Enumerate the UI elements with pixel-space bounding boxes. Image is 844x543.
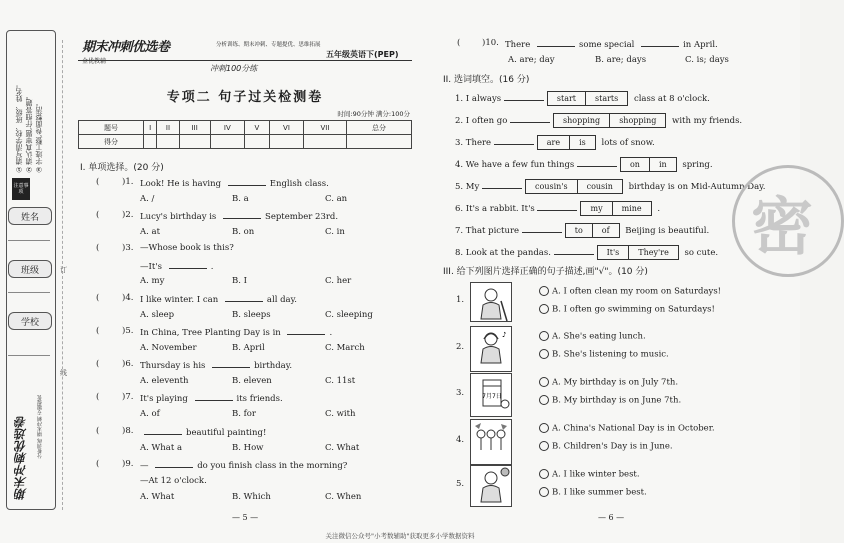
answer-paren-open[interactable]: (	[96, 177, 100, 187]
answer-option[interactable]: B. I	[232, 276, 248, 286]
question-number: )8.	[122, 426, 134, 436]
question-number: )5.	[122, 326, 134, 336]
section-3-heading: III. 给下列图片选择正确的句子描述,画"√"。(10 分)	[443, 267, 648, 277]
score-cell[interactable]	[303, 135, 346, 149]
question-stem-line2	[140, 476, 207, 486]
question-text: birthday.	[254, 361, 293, 371]
question-stem-line2	[140, 260, 213, 272]
answer-option[interactable]: C. an	[325, 193, 348, 204]
check-circle[interactable]	[539, 349, 549, 359]
svg-text:7月7日: 7月7日	[482, 393, 502, 400]
picture-number: 4.	[456, 435, 465, 445]
boy-cleaning-illustration	[470, 282, 512, 322]
word-choice[interactable]: It's	[606, 248, 620, 257]
binding-line	[62, 40, 63, 510]
word-choice-box	[547, 91, 628, 106]
question-text: Thursday is his	[140, 361, 209, 371]
answer-paren-open[interactable]: (	[96, 326, 100, 336]
word-choice[interactable]: starts	[585, 92, 627, 105]
question-number: )7.	[122, 392, 134, 402]
fill-rest: Beijing is beautiful.	[622, 226, 710, 236]
exam-note-line: ②请认真审题,仔细答题。	[25, 92, 33, 173]
picture-option[interactable]	[539, 304, 715, 315]
score-cell[interactable]	[143, 135, 156, 149]
fill-rest: lots of snow.	[598, 138, 655, 148]
picture-option[interactable]	[539, 377, 678, 388]
calendar-illustration	[470, 373, 512, 417]
score-cell[interactable]	[179, 135, 210, 149]
fill-item	[455, 223, 709, 238]
section-2-heading: II. 选词填空。(16 分)	[443, 75, 530, 85]
answer-paren-open[interactable]: (	[96, 392, 100, 402]
picture-number: 2.	[456, 342, 465, 352]
word-choice-box	[525, 179, 623, 194]
score-header-cell: 总分	[346, 121, 411, 135]
answer-paren-open[interactable]: (	[96, 459, 100, 469]
picture-option[interactable]	[539, 395, 681, 406]
word-choice-box	[580, 201, 651, 216]
vertical-logo-sub: 分析训练 期末冲刺 专题提优	[37, 395, 43, 459]
word-choice-box	[597, 245, 679, 260]
question-text: its friends.	[236, 394, 283, 404]
question-text: in April.	[683, 40, 718, 50]
strip-divider	[8, 240, 50, 241]
logo-publisher: 金优教辅	[82, 58, 107, 65]
fill-stem: 1. I always	[455, 94, 504, 104]
word-choice-box	[553, 113, 666, 128]
question-stem	[140, 326, 332, 338]
fill-rest: so cute.	[681, 248, 719, 258]
answer-blank[interactable]	[223, 210, 261, 219]
answer-blank[interactable]	[510, 114, 550, 123]
picture-number: 1.	[456, 295, 465, 305]
word-choice[interactable]: are	[546, 138, 561, 147]
fill-rest: spring.	[679, 160, 713, 170]
question-text: There	[505, 40, 533, 50]
answer-blank[interactable]	[554, 246, 594, 255]
answer-blank[interactable]	[212, 359, 250, 368]
question-stem	[140, 392, 283, 404]
check-circle[interactable]	[539, 331, 549, 341]
question-text: do you finish class in the morning?	[197, 461, 348, 471]
answer-blank[interactable]	[155, 459, 193, 468]
page-title: 专项二 句子过关检测卷	[166, 90, 324, 105]
word-choice-box	[565, 223, 620, 238]
answer-option[interactable]: A. of	[140, 408, 160, 419]
strip-divider	[8, 355, 50, 356]
section-1-heading: I. 单项选择。(20 分)	[80, 163, 164, 173]
question-text: —Whose book is this?	[140, 243, 234, 253]
answer-option[interactable]: B. are; days	[595, 55, 647, 65]
answer-blank[interactable]	[577, 158, 617, 167]
answer-option[interactable]: C. What	[325, 442, 360, 453]
exam-note-line: ①请写清学校、班级、姓名。	[15, 81, 23, 173]
score-cell[interactable]	[157, 135, 179, 149]
answer-paren-open[interactable]: (	[96, 359, 100, 369]
question-number: )10.	[482, 38, 499, 48]
picture-option-text: A. I often clean my room on Saturdays!	[552, 286, 722, 297]
score-row	[79, 135, 412, 149]
picture-option[interactable]	[539, 423, 715, 434]
answer-blank[interactable]	[537, 202, 577, 211]
question-number: )9.	[122, 459, 134, 469]
question-number: )4.	[122, 293, 134, 303]
fill-item	[455, 135, 655, 150]
score-header-cell: VII	[303, 121, 346, 135]
picture-option[interactable]	[539, 487, 647, 498]
answer-option[interactable]: C. is; days	[685, 55, 729, 65]
picture-option-text: A. I like winter best.	[552, 469, 640, 480]
fill-stem: 8. Look at the pandas.	[455, 248, 554, 258]
answer-option[interactable]: B. April	[232, 342, 265, 353]
answer-option[interactable]: C. When	[325, 492, 362, 502]
answer-option[interactable]: A. are; day	[508, 55, 555, 65]
fill-item	[455, 245, 718, 260]
answer-blank[interactable]	[287, 326, 325, 335]
picture-option[interactable]	[539, 441, 673, 452]
score-header-cell: VI	[269, 121, 303, 135]
score-table	[78, 120, 412, 149]
picture-option-text: A. My birthday is on July 7th.	[552, 377, 679, 388]
word-choice[interactable]: start	[556, 94, 577, 103]
picture-option-text: B. I like summer best.	[552, 487, 647, 498]
word-choice[interactable]: cousin	[577, 180, 622, 193]
question-stem	[505, 38, 718, 50]
picture-option[interactable]	[539, 286, 721, 297]
word-choice-box	[537, 135, 596, 150]
exam-notes	[14, 38, 44, 173]
svg-text:♪: ♪	[502, 331, 507, 339]
answer-blank[interactable]	[225, 293, 263, 302]
check-circle[interactable]	[539, 469, 549, 479]
question-text: Lucy's birthday is	[140, 212, 219, 222]
answer-paren-open[interactable]: (	[457, 38, 461, 48]
picture-option[interactable]	[539, 349, 669, 360]
question-stem	[140, 359, 292, 371]
fill-rest: birthday is on Mid-Autumn Day.	[625, 182, 766, 192]
picture-option-text: B. I often go swimming on Saturdays!	[552, 304, 715, 315]
time-info: 时间:90分钟 满分:100分	[337, 110, 410, 118]
fill-stem: 5. My	[455, 182, 483, 192]
answer-blank[interactable]	[482, 180, 522, 189]
fill-rest: class at 8 o'clock.	[631, 94, 710, 104]
binding-mark: 订	[60, 266, 67, 274]
fill-stem: 3. There	[455, 138, 494, 148]
summer-scene-illustration	[470, 465, 512, 507]
check-circle[interactable]	[539, 395, 549, 405]
question-number: )3.	[122, 243, 134, 253]
word-choice[interactable]: to	[574, 226, 583, 235]
question-number: )1.	[122, 177, 134, 187]
answer-blank[interactable]	[494, 136, 534, 145]
answer-blank[interactable]	[522, 224, 562, 233]
picture-option-text: A. She's eating lunch.	[552, 331, 646, 342]
check-circle[interactable]	[539, 441, 549, 451]
question-stem	[140, 243, 234, 253]
answer-paren-open[interactable]: (	[96, 426, 100, 436]
question-text: It's playing	[140, 394, 191, 404]
question-stem	[140, 293, 297, 305]
question-text: —	[140, 461, 152, 471]
picture-number: 5.	[456, 479, 465, 489]
word-choice[interactable]: is	[569, 136, 595, 149]
question-text: I like winter. I can	[140, 295, 221, 305]
score-cell[interactable]	[244, 135, 269, 149]
picture-option-text: A. China's National Day is in October.	[552, 423, 715, 434]
fill-item	[455, 179, 766, 194]
fill-stem: 6. It's a rabbit. It's	[455, 204, 538, 214]
word-choice[interactable]: They're	[628, 246, 678, 259]
question-text: Look! He is having	[140, 179, 224, 189]
page-number-left: — 5 —	[232, 513, 259, 522]
question-number: )2.	[122, 210, 134, 220]
answer-option[interactable]: B. a	[232, 193, 249, 204]
word-choice[interactable]: my	[590, 204, 603, 213]
question-text: some special	[578, 40, 638, 50]
question-stem	[140, 210, 338, 222]
answer-option[interactable]: A. eleventh	[140, 375, 189, 386]
fill-stem: 4. We have a few fun things	[455, 160, 577, 170]
word-choice[interactable]: cousin's	[535, 182, 568, 191]
answer-option[interactable]: A. What	[140, 492, 175, 502]
check-circle[interactable]	[539, 286, 549, 296]
score-header-cell: I	[143, 121, 156, 135]
score-cell[interactable]	[269, 135, 303, 149]
check-circle[interactable]	[539, 304, 549, 314]
answer-option[interactable]: A. at	[140, 226, 161, 237]
word-choice[interactable]: shopping	[563, 116, 601, 125]
question-text: all day.	[266, 295, 297, 305]
exam-note-line: ③字迹工整,卷面整洁。	[35, 99, 43, 173]
answer-paren-open[interactable]: (	[96, 243, 100, 253]
vertical-logo: 期末冲刺优选卷	[14, 416, 28, 500]
binding-mark: 线	[60, 369, 67, 377]
question-stem	[140, 426, 266, 438]
class-field[interactable]: 班级	[8, 260, 52, 278]
score-header-row	[79, 121, 412, 135]
score-cell[interactable]	[346, 135, 411, 149]
answer-blank[interactable]	[641, 38, 679, 47]
answer-option[interactable]: B. Which	[232, 492, 271, 502]
answer-option[interactable]: B. How	[232, 442, 264, 453]
footer-note: 关注微信公众号"小考数辅助"获取更多小学数据资料	[325, 532, 475, 540]
header-tagline: 分析训练、期末冲刺、专题提优、思维拓展	[216, 42, 321, 48]
answer-option[interactable]: B. on	[232, 226, 255, 237]
answer-blank[interactable]	[228, 177, 266, 186]
word-choice[interactable]: in	[649, 158, 676, 171]
question-text: beautiful painting!	[186, 428, 267, 438]
fill-rest: with my friends.	[669, 116, 743, 126]
logo-title: 期末冲刺优选卷	[82, 40, 170, 55]
answer-blank[interactable]	[169, 260, 207, 269]
answer-option[interactable]: B. eleven	[232, 375, 272, 386]
question-text: .	[210, 261, 214, 272]
picture-option-text: B. Children's Day is in June.	[552, 441, 673, 452]
answer-blank[interactable]	[144, 426, 182, 435]
notes-tag: 注意事项	[12, 178, 30, 200]
fill-item	[455, 91, 710, 106]
grade-label: 五年级英语下(PEP)	[326, 50, 399, 59]
question-text: September 23rd.	[265, 212, 339, 222]
answer-option[interactable]: C. March	[325, 342, 365, 353]
question-stem	[140, 459, 347, 471]
word-choice[interactable]: of	[592, 224, 619, 237]
children-celebration-illustration	[470, 419, 512, 465]
answer-paren-open[interactable]: (	[96, 210, 100, 220]
answer-option[interactable]: C. in	[325, 226, 345, 237]
fill-stem: 7. That picture	[455, 226, 522, 236]
score-header-cell: 题号	[79, 121, 144, 135]
check-circle[interactable]	[539, 377, 549, 387]
fill-stem: 2. I often go	[455, 116, 511, 126]
answer-option[interactable]: A. /	[140, 193, 155, 204]
answer-blank[interactable]	[504, 92, 544, 101]
answer-option[interactable]: C. sleeping	[325, 309, 373, 320]
answer-option[interactable]: A. sleep	[140, 309, 175, 320]
word-choice[interactable]: mine	[612, 202, 651, 215]
answer-option[interactable]: B. for	[232, 408, 256, 419]
check-circle[interactable]	[539, 423, 549, 433]
strip-divider	[8, 292, 50, 293]
question-text: —It's	[140, 261, 165, 272]
picture-option-text: B. My birthday is on June 7th.	[552, 395, 682, 406]
check-circle[interactable]	[539, 487, 549, 497]
score-header-cell: V	[244, 121, 269, 135]
picture-option-text: B. She's listening to music.	[552, 349, 669, 360]
name-field[interactable]: 姓名	[8, 207, 52, 225]
answer-option[interactable]: A. my	[140, 276, 165, 286]
question-text: —At 12 o'clock.	[140, 475, 207, 486]
answer-blank[interactable]	[537, 38, 575, 47]
header-rule	[78, 60, 412, 61]
answer-option[interactable]: A. November	[140, 342, 197, 353]
score-header-cell: II	[157, 121, 179, 135]
confidential-seal: 密	[732, 165, 844, 277]
question-number: )6.	[122, 359, 134, 369]
question-stem	[140, 177, 329, 189]
girl-listening-music-illustration	[470, 326, 512, 372]
answer-option[interactable]: C. her	[325, 276, 352, 286]
header-slogan: 冲刺100分练	[210, 64, 258, 73]
answer-option[interactable]: B. sleeps	[232, 309, 271, 320]
word-choice[interactable]: on	[629, 160, 640, 169]
picture-number: 3.	[456, 388, 465, 398]
question-text: .	[329, 328, 333, 338]
score-cell[interactable]	[210, 135, 244, 149]
answer-option[interactable]: A. What a	[140, 442, 183, 453]
picture-option[interactable]	[539, 469, 640, 480]
answer-blank[interactable]	[195, 392, 233, 401]
school-field[interactable]: 学校	[8, 312, 52, 330]
score-header-cell: III	[179, 121, 210, 135]
fill-item	[455, 157, 713, 172]
answer-option[interactable]: C. with	[325, 408, 356, 419]
score-header-cell: IV	[210, 121, 244, 135]
question-text: English class.	[269, 179, 329, 189]
word-choice-box	[620, 157, 677, 172]
picture-option[interactable]	[539, 331, 646, 342]
score-row-label: 得分	[79, 135, 144, 149]
fill-rest: .	[654, 204, 661, 214]
answer-option[interactable]: C. 11st	[325, 375, 356, 386]
fill-item	[455, 201, 660, 216]
page-number-right: — 6 —	[598, 513, 625, 522]
fill-item	[455, 113, 742, 128]
question-text: In China, Tree Planting Day is in	[140, 328, 284, 338]
word-choice[interactable]: shopping	[609, 114, 665, 127]
answer-paren-open[interactable]: (	[96, 293, 100, 303]
